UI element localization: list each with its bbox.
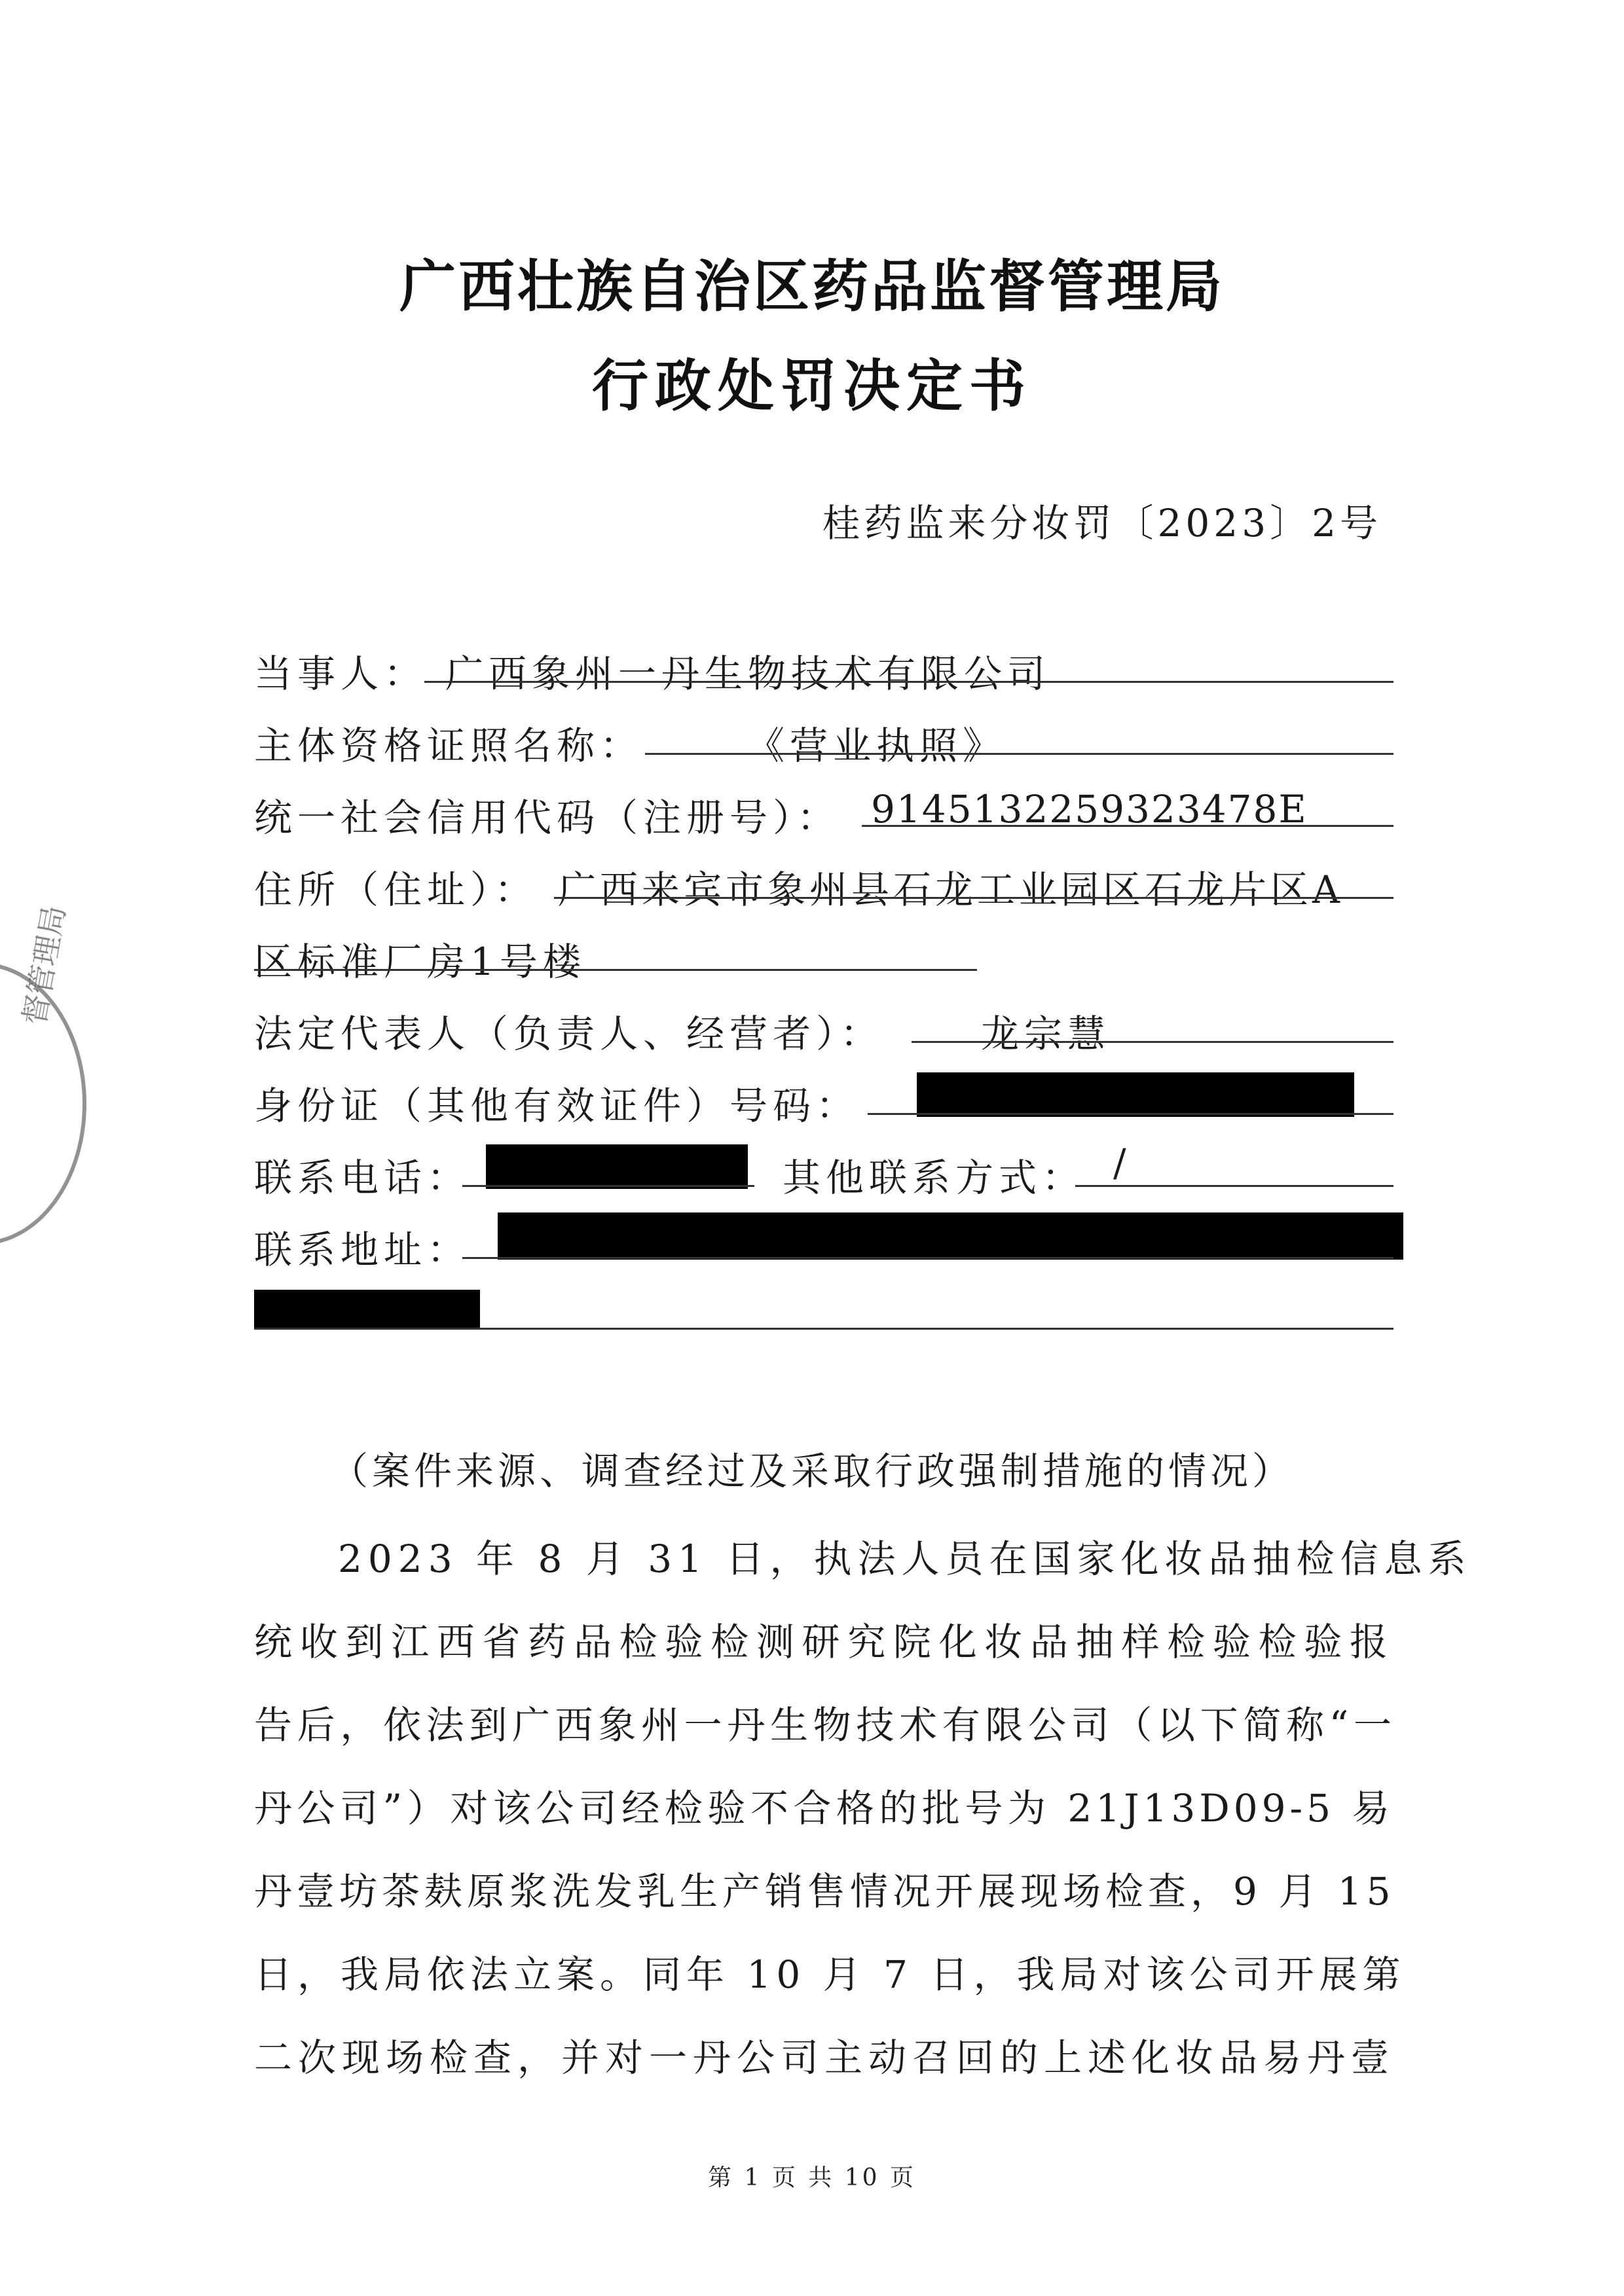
address-label: 住所（住址）：	[254, 867, 538, 912]
contact-address-underline-2	[254, 1328, 1393, 1330]
id-number-underline	[868, 1113, 1393, 1115]
paragraph-line: 日，我局依法立案。同年 10 月 7 日，我局对该公司开展第	[254, 1952, 1406, 1997]
credit-code-underline	[862, 825, 1393, 827]
address-value-line2: 区标准厂房1号楼	[254, 939, 586, 984]
page-number: 第 1 页 共 10 页	[708, 2164, 916, 2191]
license-underline	[645, 753, 1393, 755]
address-underline-2	[254, 969, 977, 971]
contact-address-label: 联系地址：	[254, 1228, 471, 1272]
other-contact-underline	[1075, 1185, 1393, 1187]
credit-code-value: 9145132259323478E	[871, 787, 1308, 831]
id-number-label: 身份证（其他有效证件）号码：	[254, 1084, 860, 1128]
address-underline-1	[554, 897, 1393, 899]
party-underline	[424, 681, 1393, 683]
paragraph-line: 丹壹坊茶麸原浆洗发乳生产销售情况开展现场检查，9 月 15	[254, 1869, 1395, 1914]
credit-code-label: 统一社会信用代码（注册号）：	[254, 795, 841, 840]
contact-address-redaction-1	[498, 1212, 1403, 1260]
license-value: 《营业执照》	[747, 723, 1006, 768]
document-title: 广西壮族自治区药品监督管理局	[399, 253, 1225, 319]
address-value-line1: 广西来宾市象州县石龙工业园区石龙片区A	[558, 867, 1344, 912]
party-label: 当事人：	[254, 651, 428, 696]
license-label: 主体资格证照名称：	[254, 723, 644, 768]
id-number-redaction	[917, 1072, 1354, 1117]
document-number: 桂药监来分妆罚〔2023〕2号	[822, 501, 1382, 545]
other-contact-label: 其他联系方式：	[783, 1156, 1086, 1200]
phone-redaction	[486, 1144, 748, 1189]
phone-label: 联系电话：	[254, 1156, 471, 1200]
paragraph-line: 统收到江西省药品检验检测研究院化妆品抽样检验检验报	[254, 1620, 1393, 1664]
legal-rep-underline	[912, 1041, 1393, 1043]
phone-underline	[462, 1185, 754, 1187]
party-value: 广西象州一丹生物技术有限公司	[445, 651, 1051, 696]
paragraph-line: 丹公司”）对该公司经检验不合格的批号为 21J13D09-5 易	[254, 1786, 1393, 1831]
case-description-paragraph	[254, 1518, 1472, 2100]
other-contact-value: /	[1113, 1140, 1132, 1185]
legal-rep-value: 龙宗慧	[981, 1011, 1111, 1056]
contact-address-redaction-2	[254, 1290, 480, 1329]
paragraph-line: 告后，依法到广西象州一丹生物技术有限公司（以下简称“一	[254, 1703, 1393, 1747]
seal-text: 督管理局	[16, 902, 73, 1028]
section-heading: （案件来源、调查经过及采取行政强制措施的情况）	[329, 1449, 1294, 1493]
paragraph-line: 2023 年 8 月 31 日，执法人员在国家化妆品抽检信息系	[338, 1537, 1472, 1581]
contact-address-underline-1	[462, 1257, 1393, 1259]
document-subtitle: 行政处罚决定书	[592, 353, 1032, 419]
paragraph-line: 二次现场检查，并对一丹公司主动召回的上述化妆品易丹壹	[254, 2035, 1395, 2080]
legal-rep-label: 法定代表人（负责人、经营者）：	[254, 1011, 884, 1056]
